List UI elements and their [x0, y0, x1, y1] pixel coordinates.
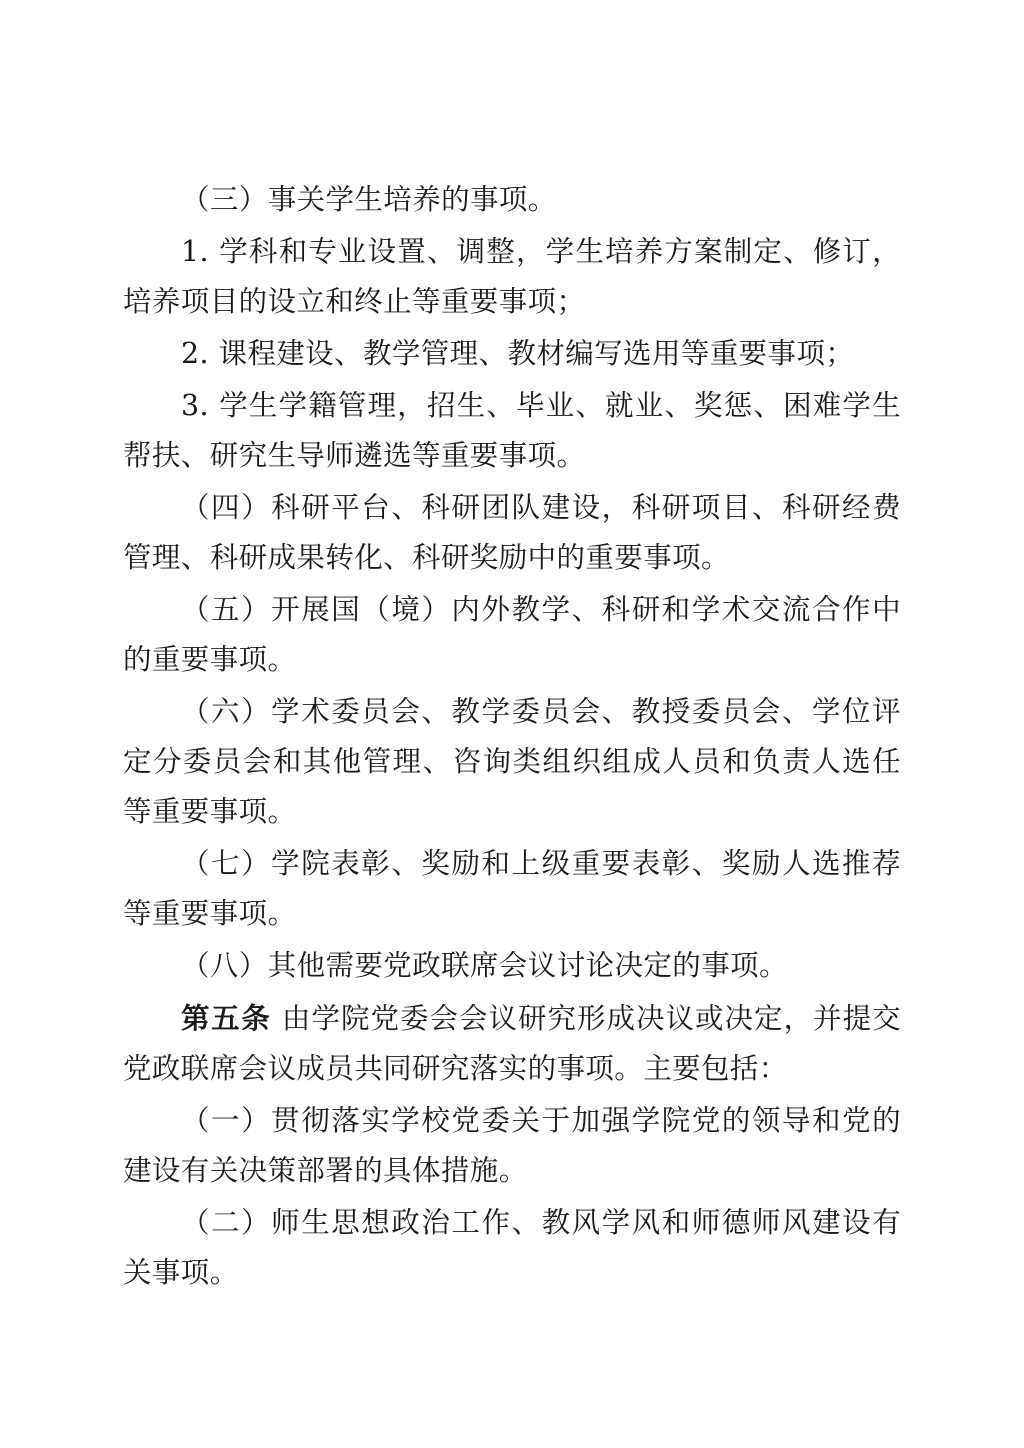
paragraph-item-5: （五）开展国（境）内外教学、科研和学术交流合作中的重要事项。 — [123, 593, 901, 676]
paragraph-item-3-3: 3. 学生学籍管理，招生、毕业、就业、奖惩、困难学生帮扶、研究生导师遴选等重要事项。 — [123, 389, 901, 472]
paragraph-item-3-1: 1. 学科和专业设置、调整，学生培养方案制定、修订，培养项目的设立和终止等重要事项； — [123, 235, 901, 318]
paragraph-item-7: （七）学院表彰、奖励和上级重要表彰、奖励人选推荐等重要事项。 — [123, 847, 901, 930]
paragraph-item-6: （六）学术委员会、教学委员会、教授委员会、学位评定分委员会和其他管理、咨询类组织组成人员和负责人选任等重要事项。 — [123, 695, 901, 828]
paragraph-item-8: （八）其他需要党政联席会议讨论决定的事项。 — [181, 949, 788, 982]
article-number-label: 第五条 — [181, 1001, 272, 1035]
paragraph-article-5 — [123, 993, 901, 1094]
paragraph-item-3-2: 2. 课程建设、教学管理、教材编写选用等重要事项； — [181, 337, 855, 370]
paragraph-article-5-item-2: （二）师生思想政治工作、教风学风和师德师风建设有关事项。 — [123, 1206, 901, 1289]
paragraph-item-4: （四）科研平台、科研团队建设，科研项目、科研经费管理、科研成果转化、科研奖励中的重要事项。 — [123, 491, 901, 574]
article-body-text: 由学院党委会会议研究形成决议或决定，并提交党政联席会议成员共同研究落实的事项。主要包括： — [123, 1002, 901, 1085]
paragraph-article-5-item-1: （一）贯彻落实学校党委关于加强学院党的领导和党的建设有关决策部署的具体措施。 — [123, 1104, 901, 1187]
paragraph-item-3: （三）事关学生培养的事项。 — [181, 183, 557, 216]
document-body — [123, 175, 901, 1300]
